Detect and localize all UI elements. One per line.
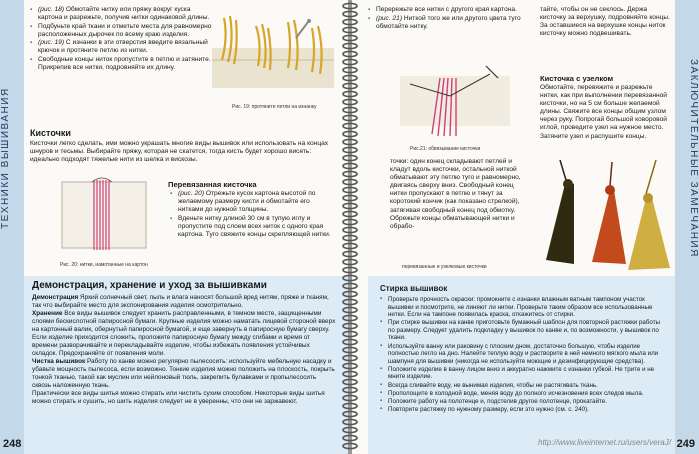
wrapped-tassel-heading: Перевязанная кисточка xyxy=(168,180,257,189)
washing-item-5: ▪ Всегда сливайте воду, не вынимая изделия, чтобы не растягивать ткань. xyxy=(380,382,664,390)
step-4: ▪ Свободные концы ниток пропустите в петлю и затяните. Прикрепив все нитки, подровняйте их длину. xyxy=(30,56,212,72)
left-side-tab xyxy=(0,0,24,454)
tassels-heading: Кисточки xyxy=(30,128,71,138)
tassels-photo xyxy=(530,160,676,272)
demo-para-1: Демонстрация Яркий солнечный свет, пыль и влага наносят большой вред нитям, пряже и тканям, так что выбирайте место для экспонирования изделия осмотрительно. xyxy=(32,294,329,309)
right-side-tab-label: ЗАКЛЮЧИТЕЛЬНЫЕ ЗАМЕЧАНИЯ xyxy=(688,58,699,258)
fig21-illustration xyxy=(390,56,520,142)
washing-item-4: ▪ Положите изделие в ванну лицом вниз и аккуратно нажмите с изнанки губкой. Не трите и не мните изделие. xyxy=(380,366,664,381)
spiral-binding xyxy=(341,0,359,454)
demo-heading: Демонстрация, хранение и уход за вышивками xyxy=(32,280,267,291)
right-step-1: ▪ Перережьте все нитки с другого края картона. xyxy=(368,6,528,14)
wrapped-tassel-steps xyxy=(170,190,334,240)
demo-body xyxy=(32,294,336,407)
wrapped-step-2: ▪ Вденьте нитку длиной 30 см в тупую иглу и пропустите под слоем всех ниток с одного края картона. Туго свяжите концы скрепляющей нитки. xyxy=(170,215,334,239)
knot-tassel-heading: Кисточка с узелком xyxy=(540,74,614,83)
right-top-steps xyxy=(368,6,528,31)
fig21-caption: Рис.21: обвязывание кисточки xyxy=(410,146,481,152)
demo-para-2: Хранение Все виды вышивок следует хранить расправленными, в темном месте, защищенными слоями бескислотной папиросной бумаги. Крупные изделия можно наматать лицевой стороной вверх на картонный валик, обернутый папиросной бумагой, и еще завернуть в папиросную бумагу сверху. Если изделие приходится сложить, проложите папиросную бумагу между сгибами и время от времени разворачивайте и перекладывайте изделие, чтобы избежать появления устойчивых складок. Предохраняйте от появления моли. xyxy=(32,310,336,357)
wrapped-step-1: ▪ (рис. 20) Отрежьте кусок картона высотой по желаемому размеру кисти и обмотайте его нитками до нужной толщины. xyxy=(170,190,334,214)
knot-tassel-body: Обмотайте, перевяжите и разрежьте нитки, как при выполнении перевязанной кисточки, но на 5 см больше желаемой длины. Свяжите все концы общим узлом через руку. Попрогай большой коворовой иглой, проведите узел на нужное место. Затяните узел и распушите концы. xyxy=(540,84,667,140)
tassels-caption: перевязанные и узелковые кисточки xyxy=(402,264,487,270)
left-side-tab-label: ТЕХНИКИ ВЫШИВАНИЯ xyxy=(0,87,11,229)
washing-item-3: ▪ Используйте ванну или раковину с плоским дном, достаточно большую, чтобы изделие полностью легло на дно. Налейте теплую воду и растворите в ней немного мягкого мыла или шампуня для вышивки (никогда не используйте моющие и дезинфицирующие средства). xyxy=(380,343,664,366)
middle-text: точки: один конец складывают петлей и кладут вдоль кисточки, остальной ниткой обматывают эту петлю туго и равномерно, двигаясь сверху вниз. Свободный конец нитки пропускают в петлю и тянут за коротокий кончик (как показано стрелкой), затягивая свободный конец под обмотку. Обрежьте концы обматывающей нитки и обрабо- xyxy=(390,158,521,230)
fig20-illustration xyxy=(54,176,154,258)
step-3: ▪ (рис. 19) С изнанки в эти отверстия введите вязальный крючок и протяните петлю из нитки. xyxy=(30,39,212,55)
washing-item-2: ▪ При стирке вышивки на канве приготовьте бумажный шаблон для повторной растяжки работы по размеру. Следует удалить подкладку у вышивок по канве и, по возможности, у вышивок по ткани. xyxy=(380,319,664,342)
fig20-caption: Рис. 20: нитки, намотанные на картон xyxy=(60,262,148,268)
washing-list xyxy=(380,296,664,414)
watermark: http://www.liveinternet.ru/users/veraJ/ xyxy=(538,438,671,447)
demo-para-3: Чистка вышивок Работу по канве можно регулярно пылесосить: используйте мебельную насадку и убавьте мощность пылесоса, если возможно. Тонкие изделия можно положить на плоскость, покрыть тонкой тканью, такой как муслин или нейлоновый тюль, закрепить булавками и пропылесосить сквозь наложенную ткань. xyxy=(32,358,335,389)
right-side-tab xyxy=(675,0,699,454)
left-top-steps xyxy=(30,6,212,73)
left-page-number: 248 xyxy=(3,438,22,450)
washing-item-7: ▪ Положите работу на полотенце и, подстелив другое полотенце, прокатайте. xyxy=(380,398,664,406)
washing-heading: Стирка вышивок xyxy=(380,284,448,293)
top-right-text: тайте, чтобы он не секлось. Держа кисточку за верхушку, подровняйте концы. За оставшиеся на верхушке концы ниток кисточку можно подвешивать. xyxy=(540,6,670,38)
fig19-illustration xyxy=(212,8,334,100)
step-2: ▪ Подбуньте край ткани и отметьте места для равномерно расположенных дырочек по всему краю изделия. xyxy=(30,23,212,39)
washing-item-6: ▪ Прополощите в холодной воде, меняя воду до полного исчезновения всех следов мыла. xyxy=(380,390,664,398)
fig19-caption: Рис. 19: протяните петли на изнанку xyxy=(232,104,317,110)
right-page xyxy=(350,0,699,454)
step-1: ▪ (рис. 18) Обмотайте нитку или пряжу вокруг куска картона и разрежьте, получив нитки одинаковой длины. xyxy=(30,6,212,22)
right-page-number: 249 xyxy=(676,438,695,450)
tassels-body: Кисточки легко сделать, ими можно украшать многие виды вышивок или использовать на концах шнуров и тесьмы. Выбирайте пряжу, которая не скатется, тогда кисть будет хорошо висеть: идеально подходят тяжелые нити из шелка и вискозы. xyxy=(30,140,329,164)
right-step-2: ▪ (рис. 21) Ниткой того же или другого цвета туго обмотайте нитку. xyxy=(368,15,528,31)
demo-para-4: Практически все виды шитья можно стирать или чистить сухим способом. Некоторые виды шитья можно стирать и сушить, но шить изделия следует не в уверенны, что они не заржавеют. xyxy=(32,390,325,406)
washing-item-8: ▪ Повторите растяжку по нужному размеру, если это нужно (см. с. 240). xyxy=(380,406,664,414)
washing-item-1: ▪ Проверьте прочность окраски: промокните с изнанки влажным ватным тампоном участок вышивки и посмотрите, не линяют ли нитки. Проверьте таким образом все использованные нитки. Если на тампоне появилась краска, откажитесь от стирки. xyxy=(380,296,664,319)
